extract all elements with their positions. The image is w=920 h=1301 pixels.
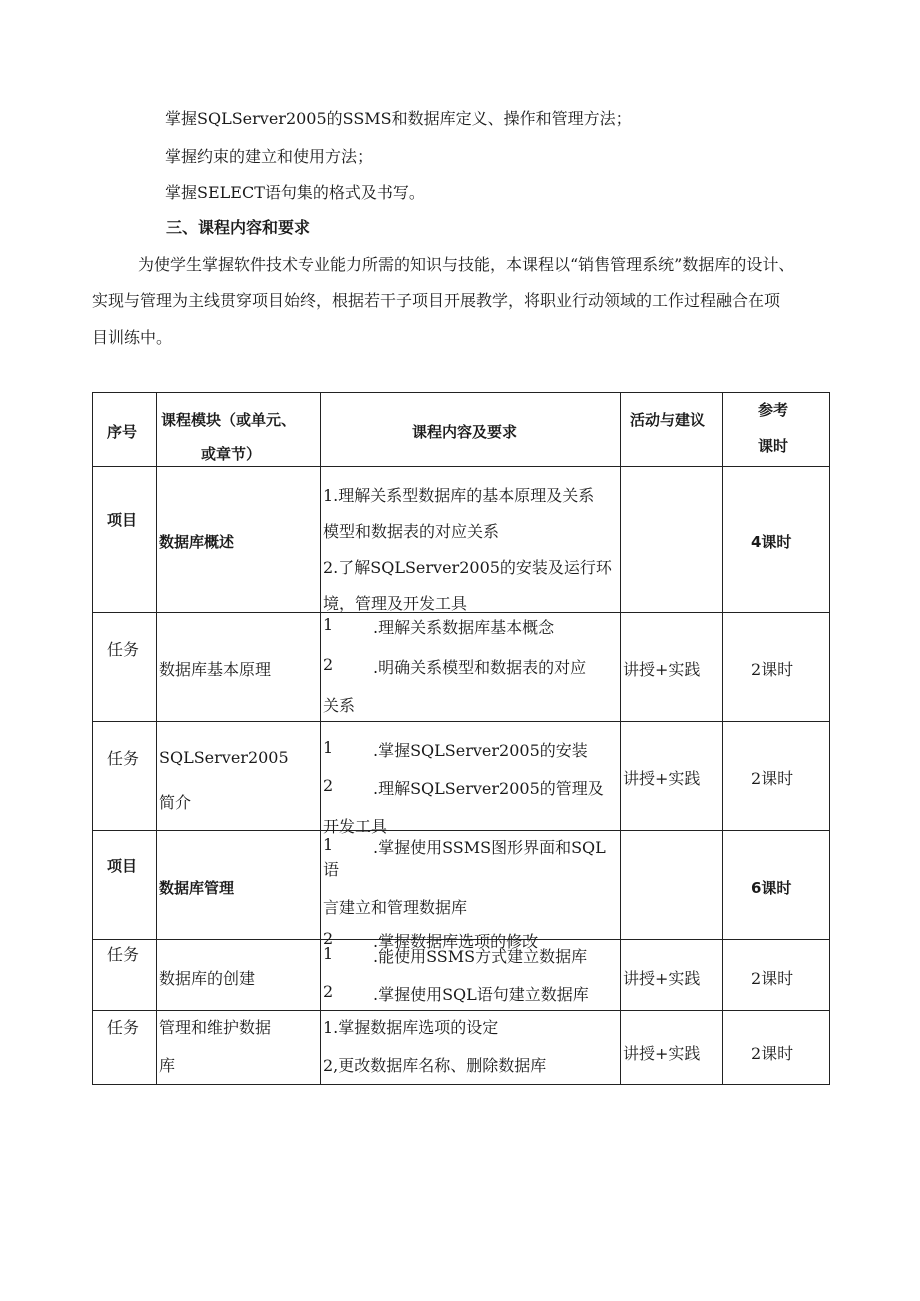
row-hours: 4课时 [723, 467, 830, 613]
row-hours: 6课时 [723, 831, 830, 940]
row-activity: 讲授+实践 [621, 613, 723, 722]
row-module: 数据库基本原理 [157, 613, 321, 722]
row-hours: 2课时 [723, 1011, 830, 1085]
header-content: 课程内容及要求 [321, 393, 621, 467]
row-content: 1 .能使用SSMS方式建立数据库 2 .掌握使用SQL语句建立数据库 [321, 940, 621, 1011]
row-activity [621, 467, 723, 613]
section-paragraph-line-2: 实现与管理为主线贯穿项目始终，根据若干子项目开展教学，将职业行动领域的工作过程融合在项 [92, 291, 781, 310]
header-module: 课程模块（或单元、 或章节） [157, 393, 321, 467]
row-content: 1 .掌握使用SSMS图形界面和SQL 语 言建立和管理数据库 2 .掌握数据库选项的修改 [321, 831, 621, 940]
table-row [93, 831, 830, 940]
row-seq: 项目 [93, 831, 157, 940]
row-content: 1.理解关系型数据库的基本原理及关系 模型和数据表的对应关系 2.了解SQLServer2005的安装及运行环 境，管理及开发工具 [321, 467, 621, 613]
row-module: 数据库的创建 [157, 940, 321, 1011]
section-paragraph-line-1: 为使学生掌握软件技术专业能力所需的知识与技能，本课程以“销售管理系统”数据库的设计、 [138, 255, 795, 274]
row-activity: 讲授+实践 [621, 1011, 723, 1085]
row-seq: 项目 [93, 467, 157, 613]
row-content: 1.掌握数据库选项的设定 2,更改数据库名称、删除数据库 [321, 1011, 621, 1085]
row-hours: 2课时 [723, 613, 830, 722]
table-row [93, 467, 830, 613]
intro-line-2: 掌握约束的建立和使用方法； [165, 147, 374, 166]
table-row [93, 1011, 830, 1085]
row-module: SQLServer2005 简介 [157, 722, 321, 831]
header-activity: 活动与建议 [621, 393, 723, 467]
table-row [93, 940, 830, 1011]
row-hours: 2课时 [723, 722, 830, 831]
table-header-row [93, 393, 830, 467]
row-hours: 2课时 [723, 940, 830, 1011]
row-activity [621, 831, 723, 940]
row-content: 1 .掌握SQLServer2005的安装 2 .理解SQLServer2005的管理及 开发工具 [321, 722, 621, 831]
section-paragraph-line-3: 目训练中。 [92, 328, 173, 347]
intro-line-3: 掌握SELECT语句集的格式及书写。 [165, 183, 425, 202]
course-content-table [92, 392, 830, 1085]
row-activity: 讲授+实践 [621, 722, 723, 831]
header-hours: 参考 课时 [723, 393, 830, 467]
header-seq: 序号 [93, 393, 157, 467]
row-seq: 任务 [93, 722, 157, 831]
table-row [93, 613, 830, 722]
row-content: 1 .理解关系数据库基本概念 2 .明确关系模型和数据表的对应 关系 [321, 613, 621, 722]
row-module: 管理和维护数据 库 [157, 1011, 321, 1085]
intro-line-1: 掌握SQLServer2005的SSMS和数据库定义、操作和管理方法； [165, 109, 632, 128]
row-module: 数据库概述 [157, 467, 321, 613]
row-seq: 任务 [93, 940, 157, 1011]
section-heading: 三、课程内容和要求 [166, 218, 311, 237]
row-seq: 任务 [93, 1011, 157, 1085]
table-row [93, 722, 830, 831]
row-seq: 任务 [93, 613, 157, 722]
row-module: 数据库管理 [157, 831, 321, 940]
row-activity: 讲授+实践 [621, 940, 723, 1011]
